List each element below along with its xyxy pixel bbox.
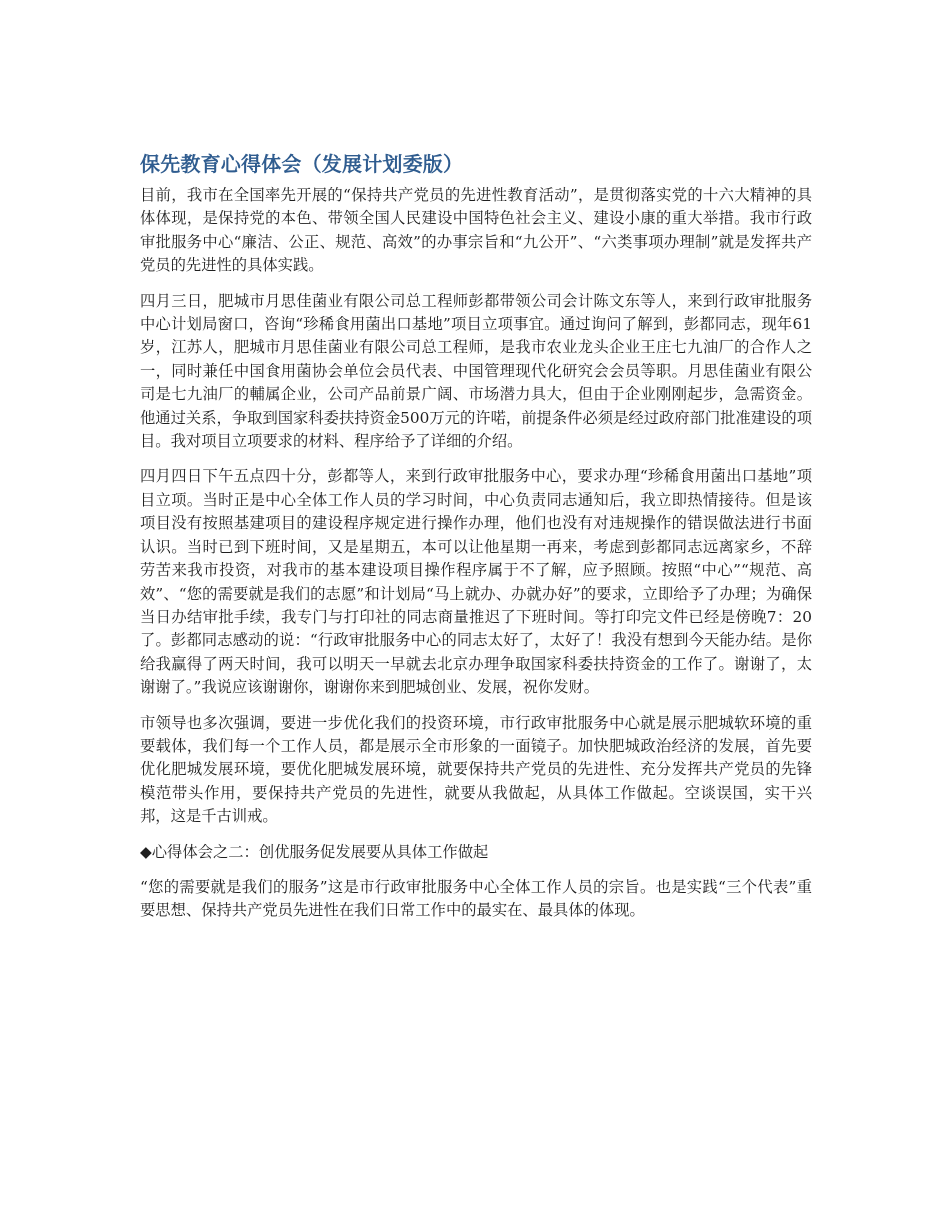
section-heading-two: ◆心得体会之二：创优服务促发展要从具体工作做起 <box>140 842 489 861</box>
paragraph-service-motto: “您的需要就是我们的服务”这是市行政审批服务中心全体工作人员的宗旨。也是实践“三个代表”重要思想、保持共产党员先进性在我们日常工作中的最实在、最具体的体现。 <box>140 877 812 920</box>
paragraph-leadership: 市领导也多次强调，要进一步优化我们的投资环境，市行政审批服务中心就是展示肥城软环境的重要载体，我们每一个工作人员，都是展示全市形象的一面镜子。加快肥城政治经济的发展，首先要优化肥城发展环境，要优化肥城发展环境，就要保持共产党员的先进性、充分发挥共产党员的先锋模范带头作用，要保持共产党员的先进性，就要从我做起，从具体工作做起。空谈误国，实干兴邦，这是千古训戒。 <box>140 713 812 826</box>
paragraph-april-fourth: 四月四日下午五点四十分，彭都等人，来到行政审批服务中心，要求办理“珍稀食用菌出口基地”项目立项。当时正是中心全体工作人员的学习时间，中心负责同志通知后，我立即热情接待。但是该项目没有按照基建项目的建设程序规定进行操作办理，他们也没有对违规操作的错误做法进行书面认识。当时已到下班时间，又是星期五，本可以让他星期一再来，考虑到彭都同志远离家乡，不辞劳苦来我市投资，对我市的基本建设项目操作程序属于不了解，应予照顾。按照“中心”“规范、高效”、“您的需要就是我们的志愿”和计划局“马上就办、办就办好”的要求，立即给予了办理；为确保当日办结审批手续，我专门与打印社的同志商量推迟了下班时间。等打印完文件已经是傍晚7：20了。彭都同志感动的说：“行政审批服务中心的同志太好了，太好了！我没有想到今天能办结。是你给我赢得了两天时间，我可以明天一早就去北京办理争取国家科委扶持资金的工作了。谢谢了，太谢谢了。”我说应该谢谢你，谢谢你来到肥城创业、发展，祝你发财。 <box>140 467 812 697</box>
document-body <box>140 148 812 935</box>
paragraph-april-third: 四月三日，肥城市月思佳菌业有限公司总工程师彭都带领公司会计陈文东等人，来到行政审批服务中心计划局窗口，咨询“珍稀食用菌出口基地”项目立项事宜。通过询问了解到，彭都同志，现年61岁，江苏人，肥城市月思佳菌业有限公司总工程师，是我市农业龙头企业王庄七九油厂的合作人之一，同时兼任中国食用菌协会单位会员代表、中国管理现代化研究会会员等职。月思佳菌业有限公司是七九油厂的輔属企业，公司产品前景广阔、市场潜力具大，但由于企业刚刚起步，急需资金。他通过关系，争取到国家科委扶持资金500万元的许喏，前提条件必须是经过政府部门批准建设的项目。我对项目立项要求的材料、程序给予了详细的介绍。 <box>140 291 812 451</box>
paragraph-intro: 目前，我市在全国率先开展的“保持共产党员的先进性教育活动”，是贯彻落实党的十六大精神的具体体现，是保持党的本色、带领全国人民建设中国特色社会主义、建设小康的重大举措。我市行政审批服务中心“廉洁、公正、规范、高效”的办事宗旨和“九公开”、“六类事项办理制”就是发挥共产党员的先进性的具体实践。 <box>140 186 812 275</box>
document-title: 保先教育心得体会（发展计划委版） <box>140 152 464 176</box>
